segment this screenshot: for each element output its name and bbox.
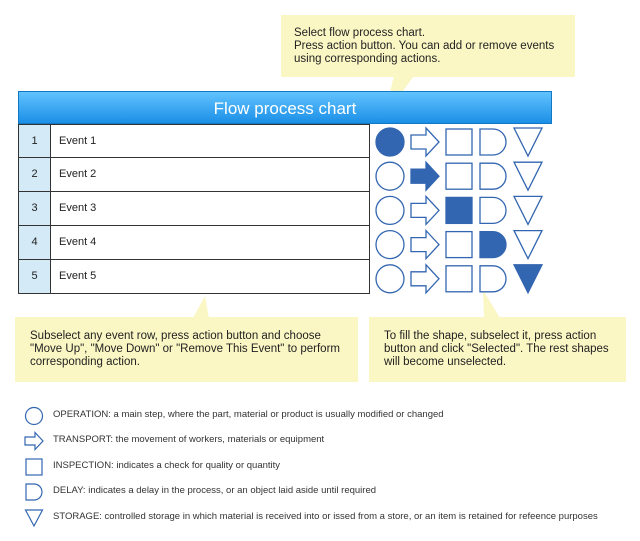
triangle-icon[interactable] [514, 231, 542, 259]
legend-text: STORAGE: controlled storage in which material is received into or issed from a store, or an item is retained for refeence purposes [53, 511, 598, 522]
chart-title-bar[interactable] [18, 91, 552, 124]
event-row[interactable] [18, 124, 370, 158]
legend-item-delay [20, 480, 620, 504]
callout-left-pointer [185, 296, 215, 318]
event-label: Event 1 [59, 135, 97, 147]
square-icon[interactable] [446, 197, 472, 223]
event-label: Event 3 [59, 202, 97, 214]
arrow-icon[interactable] [411, 162, 439, 190]
d-shape-icon[interactable] [480, 266, 506, 292]
event-number: 4 [19, 226, 51, 259]
triangle-icon[interactable] [514, 196, 542, 224]
circle-icon[interactable] [376, 196, 404, 224]
triangle-icon [24, 508, 44, 528]
circle-icon[interactable] [376, 128, 404, 156]
arrow-icon [24, 431, 44, 451]
circle-icon[interactable] [376, 265, 404, 293]
legend-item-operation [20, 404, 620, 428]
event-row[interactable] [18, 158, 370, 192]
legend-text: TRANSPORT: the movement of workers, materials or equipment [53, 434, 325, 445]
triangle-icon[interactable] [514, 128, 542, 156]
callout-subselect-row [15, 317, 358, 382]
triangle-icon[interactable] [514, 265, 542, 293]
legend-text: OPERATION: a main step, where the part, material or product is usually modified or changed [53, 409, 444, 420]
square-icon[interactable] [446, 129, 472, 155]
event-label: Event 2 [59, 168, 97, 180]
arrow-icon[interactable] [411, 231, 439, 259]
event-number: 2 [19, 158, 51, 191]
square-icon[interactable] [446, 232, 472, 258]
legend-item-storage [20, 506, 620, 530]
event-number: 3 [19, 192, 51, 225]
circle-icon [24, 406, 44, 426]
circle-icon[interactable] [376, 231, 404, 259]
callout-fill-shape [369, 317, 626, 382]
legend-item-inspection [20, 455, 620, 479]
d-shape-icon[interactable] [480, 197, 506, 223]
legend-text: DELAY: indicates a delay in the process, or an object laid aside until required [53, 485, 377, 496]
event-row[interactable] [18, 192, 370, 226]
arrow-icon[interactable] [411, 265, 439, 293]
d-shape-icon [24, 482, 44, 502]
event-label: Event 5 [59, 270, 97, 282]
callout-select-chart-text: Select flow process chart. Press action button. You can add or remove events using corresponding actions. [294, 27, 555, 65]
arrow-icon[interactable] [411, 128, 439, 156]
d-shape-icon[interactable] [480, 163, 506, 189]
d-shape-icon[interactable] [480, 129, 506, 155]
arrow-icon[interactable] [411, 196, 439, 224]
square-icon[interactable] [446, 163, 472, 189]
d-shape-icon[interactable] [480, 232, 506, 258]
triangle-icon[interactable] [514, 162, 542, 190]
callout-subselect-row-text: Subselect any event row, press action button and choose "Move Up", "Move Down" or "Remove This Event" to perform corresponding action. [30, 330, 340, 368]
event-row[interactable] [18, 226, 370, 260]
event-label: Event 4 [59, 236, 97, 248]
legend-text: INSPECTION: indicates a check for quality or quantity [53, 460, 281, 471]
callout-select-chart [281, 15, 575, 77]
square-icon [24, 457, 44, 477]
legend-item-transport [20, 429, 620, 453]
event-table [18, 124, 370, 294]
chart-title: Flow process chart [213, 99, 357, 118]
event-number: 5 [19, 260, 51, 293]
symbol-grid [370, 124, 552, 296]
event-row[interactable] [18, 260, 370, 294]
square-icon[interactable] [446, 266, 472, 292]
event-number: 1 [19, 125, 51, 157]
callout-fill-shape-text: To fill the shape, subselect it, press action button and click "Selected". The rest shapes will become unselected. [384, 330, 609, 368]
circle-icon[interactable] [376, 162, 404, 190]
